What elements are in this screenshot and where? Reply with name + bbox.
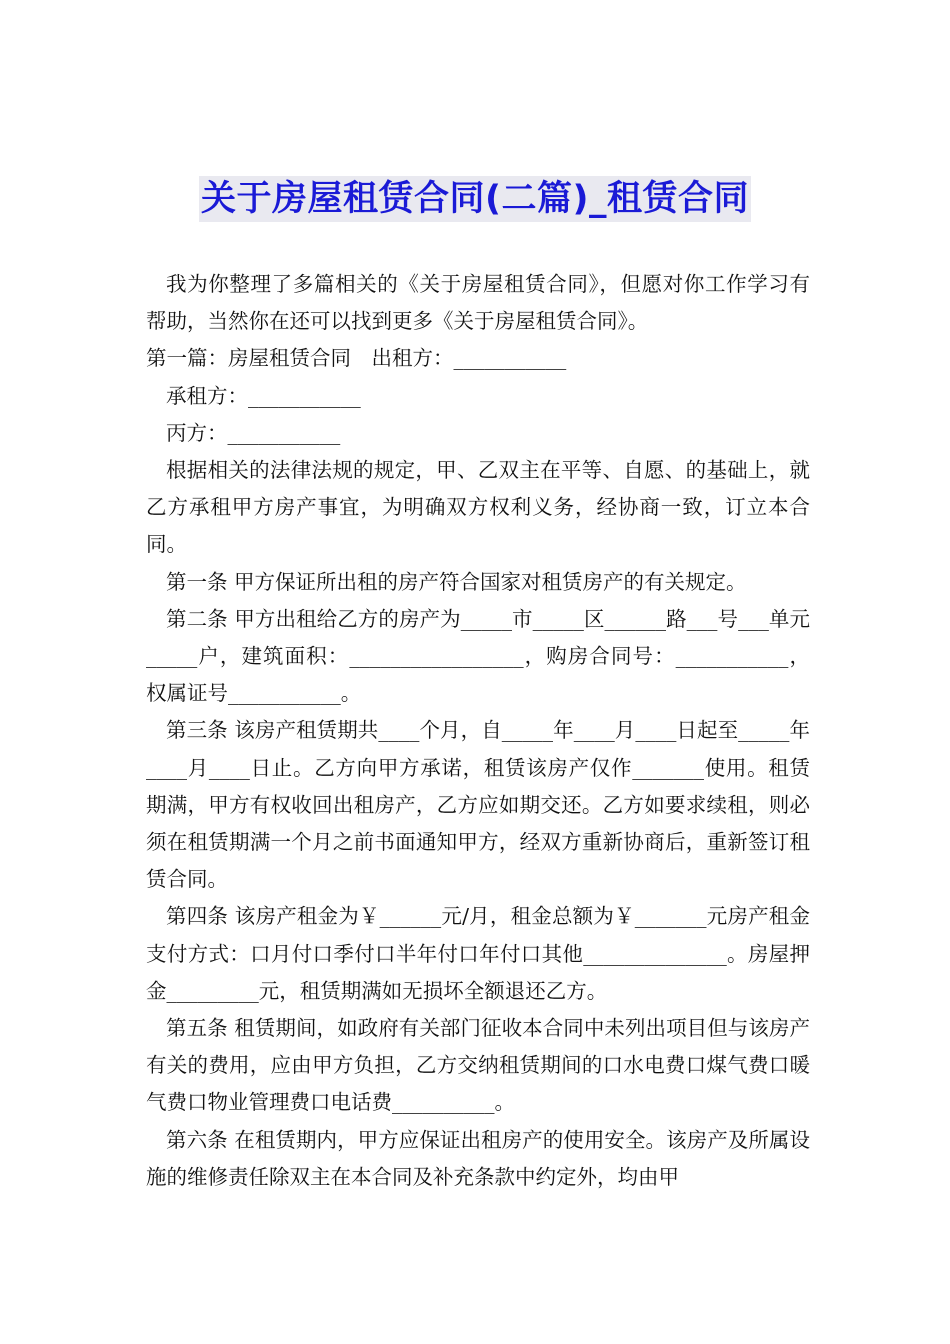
- paragraph-preamble: 根据相关的法律法规的规定，甲、乙双主在平等、自愿、的基础上，就乙方承租甲方房产事宜，为明确双方权利义务，经协商一致，订立本合同。: [146, 458, 810, 557]
- paragraph-article-6: 第六条 在租赁期内，甲方应保证出租房产的使用安全。该房产及所属设施的维修责任除双主在本合同及补充条款中约定外，均由甲: [146, 1127, 810, 1189]
- paragraph-article-4: 第四条 该房产租金为￥______元/月，租金总额为￥_______元房产租金支付方式：口月付口季付口半年付口年付口其他______________。房屋押金_________元，租赁期满如无损坏全额退还乙方。: [146, 904, 810, 1003]
- paragraph-article-5: 第五条 租赁期间，如政府有关部门征收本合同中未列出项目但与该房产有关的费用，应由甲方负担，乙方交纳租赁期间的口水电费口煤气费口暖气费口物业管理费口电话费__________。: [146, 1016, 810, 1115]
- paragraph-intro: 我为你整理了多篇相关的《关于房屋租赁合同》，但愿对你工作学习有帮助，当然你在还可以找到更多《关于房屋租赁合同》。: [146, 272, 810, 334]
- paragraph-party-c: 丙方：___________: [166, 420, 341, 445]
- title-container: [0, 176, 950, 222]
- paragraph-article-3: 第三条 该房产租赁期共____个月，自_____年____月____日起至_____年____月____日止。乙方向甲方承诺，租赁该房产仅作_______使用。租赁期满，甲方有权收回出租房产，乙方应如期交还。乙方如要求续租，则必须在租赁期满一个月之前书面通知甲方，经双方重新协商后，重新签订租赁合同。: [146, 718, 810, 892]
- paragraph-lessee: 承租方：___________: [166, 383, 361, 408]
- document-body: [146, 266, 810, 1196]
- paragraph-article-1: 第一条 甲方保证所出租的房产符合国家对租赁房产的有关规定。: [166, 569, 747, 594]
- paragraph-article-2: 第二条 甲方出租给乙方的房产为_____市_____区______路___号___单元_____户，建筑面积：_________________，购房合同号：___________，权属证号___________。: [146, 606, 810, 706]
- paragraph-part-one-lessor: 第一篇：房屋租赁合同 出租方：___________: [146, 346, 567, 371]
- document-title: 关于房屋租赁合同(二篇)_租赁合同: [199, 176, 751, 222]
